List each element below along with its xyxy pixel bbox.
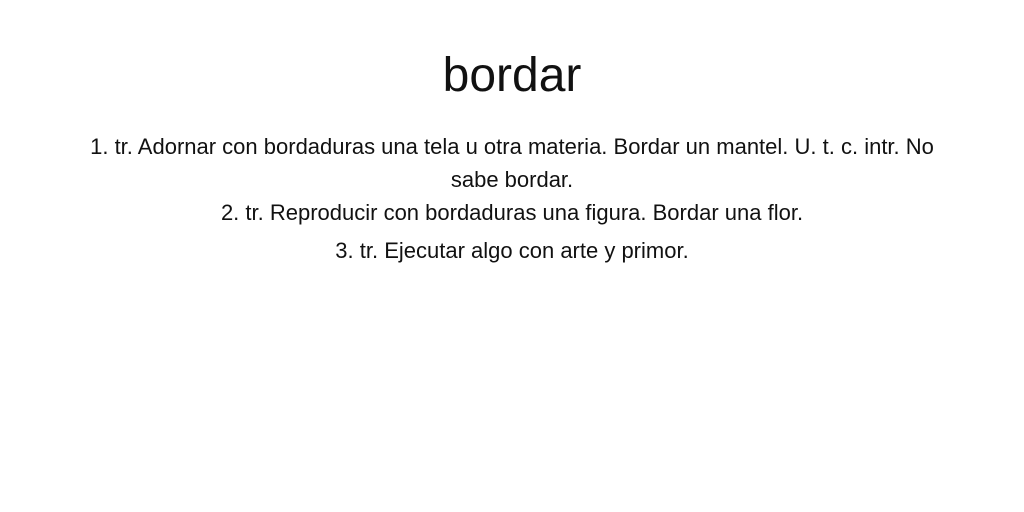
- entry-headword: bordar: [442, 49, 582, 102]
- sense-2: 2. tr. Reproducir con bordaduras una figura. Bordar una flor.: [220, 200, 804, 225]
- sense-3: 3. tr. Ejecutar algo con arte y primor.: [335, 238, 689, 263]
- sense-list: [77, 130, 947, 267]
- sense-1: 1. tr. Adornar con bordaduras una tela u otra materia. Bordar un mantel. U. t. c. intr. No sabe bordar.: [90, 134, 934, 192]
